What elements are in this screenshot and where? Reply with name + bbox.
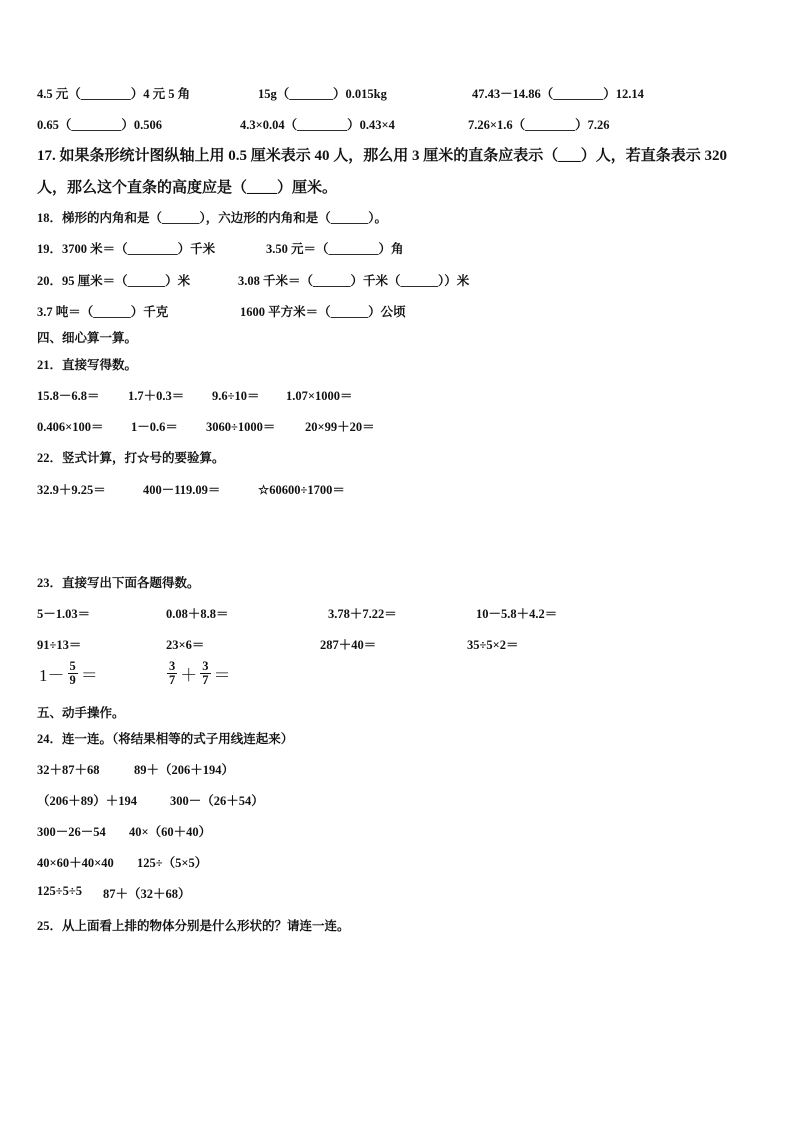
compare-item: 4.5 元（________）4 元 5 角 bbox=[37, 87, 191, 101]
fraction-expression bbox=[166, 660, 233, 687]
matching-left: 300－26－54 bbox=[37, 825, 106, 839]
matching-right: 89＋（206＋194） bbox=[134, 763, 235, 777]
question-title: 23．直接写出下面各题得数。 bbox=[37, 576, 200, 590]
q19-item: 19．3700 米＝（________）千米 bbox=[37, 242, 216, 256]
compare-item: 15g（_______）0.015kg bbox=[258, 87, 387, 101]
q20b-item: 1600 平方米＝（______）公顷 bbox=[240, 305, 406, 319]
calc-item: 5－1.03＝ bbox=[37, 607, 91, 621]
calc-item: 3.78＋7.22＝ bbox=[328, 607, 397, 621]
calc-item: 23×6＝ bbox=[166, 638, 205, 652]
fraction bbox=[167, 660, 177, 687]
question-title: 25．从上面看上排的物体分别是什么形状的？请连一连。 bbox=[37, 919, 350, 933]
fraction-expression bbox=[37, 660, 100, 687]
matching-left: 40×60＋40×40 bbox=[37, 856, 114, 870]
question-title: 24．连一连。（将结果相等的式子用线连起来） bbox=[37, 732, 294, 746]
calc-item: 15.8－6.8＝ bbox=[37, 389, 100, 403]
calc-item: 0.406×100＝ bbox=[37, 420, 104, 434]
calc-item: 400－119.09＝ bbox=[143, 483, 221, 497]
calc-item: 10－5.8＋4.2＝ bbox=[476, 607, 558, 621]
section-heading: 五、动手操作。 bbox=[37, 706, 125, 720]
matching-right: 87＋（32＋68） bbox=[103, 887, 191, 901]
calc-item: 3060÷1000＝ bbox=[206, 420, 276, 434]
fraction-numerator: 3 bbox=[169, 659, 176, 673]
calc-item: 1.07×1000＝ bbox=[286, 389, 353, 403]
calc-item: 91÷13＝ bbox=[37, 638, 82, 652]
q17-line2: 人，那么这个直条的高度应是（____）厘米。 bbox=[37, 180, 338, 196]
compare-item: 0.65（________）0.506 bbox=[37, 118, 163, 132]
fraction-whole: 1－ bbox=[39, 666, 65, 686]
calc-item: 1－0.6＝ bbox=[131, 420, 178, 434]
fraction-denominator: 9 bbox=[69, 673, 76, 688]
question-title: 21．直接写得数。 bbox=[37, 358, 138, 372]
q20b-item: 3.7 吨＝（______）千克 bbox=[37, 305, 169, 319]
calc-item: 32.9＋9.25＝ bbox=[37, 483, 106, 497]
section-heading: 四、细心算一算。 bbox=[37, 331, 138, 345]
q20-item: 3.08 千米＝（______）千米（______））米 bbox=[238, 274, 470, 288]
calc-item: 0.08＋8.8＝ bbox=[166, 607, 229, 621]
q17-line1: 17. 如果条形统计图纵轴上用 0.5 厘米表示 40 人，那么用 3 厘米的直条应表示（___）人，若直条表示 320 bbox=[37, 148, 728, 164]
calc-item: ☆60600÷1700＝ bbox=[258, 483, 345, 497]
compare-item: 47.43－14.86（________）12.14 bbox=[472, 87, 644, 101]
fraction-numerator: 5 bbox=[69, 659, 76, 673]
matching-right: 125÷（5×5） bbox=[137, 856, 208, 870]
q20-item: 20．95 厘米＝（______）米 bbox=[37, 274, 191, 288]
matching-left: （206＋89）＋194 bbox=[37, 794, 138, 808]
compare-item: 7.26×1.6（________）7.26 bbox=[468, 118, 610, 132]
fraction bbox=[68, 660, 78, 687]
calc-item: 35÷5×2＝ bbox=[467, 638, 519, 652]
equals-sign: ＝ bbox=[80, 666, 98, 686]
question-title: 22．竖式计算，打☆号的要验算。 bbox=[37, 451, 225, 465]
fraction-denominator: 7 bbox=[202, 673, 209, 688]
q18-text: 18．梯形的内角和是（______），六边形的内角和是（______）。 bbox=[37, 211, 388, 225]
calc-item: 20×99＋20＝ bbox=[305, 420, 375, 434]
matching-right: 40×（60＋40） bbox=[129, 825, 212, 839]
calc-item: 9.6÷10＝ bbox=[212, 389, 260, 403]
equals-sign: ＝ bbox=[213, 666, 231, 686]
matching-left: 125÷5÷5 bbox=[37, 884, 82, 898]
calc-item: 287＋40＝ bbox=[320, 638, 377, 652]
matching-left: 32＋87＋68 bbox=[37, 763, 100, 777]
fraction-denominator: 7 bbox=[169, 673, 176, 688]
fraction-numerator: 3 bbox=[202, 659, 209, 673]
calc-item: 1.7＋0.3＝ bbox=[128, 389, 185, 403]
fraction bbox=[200, 660, 210, 687]
q19-item: 3.50 元＝（________）角 bbox=[266, 242, 404, 256]
plus-sign: ＋ bbox=[180, 666, 198, 686]
compare-item: 4.3×0.04（________）0.43×4 bbox=[240, 118, 395, 132]
matching-right: 300－（26＋54） bbox=[170, 794, 264, 808]
